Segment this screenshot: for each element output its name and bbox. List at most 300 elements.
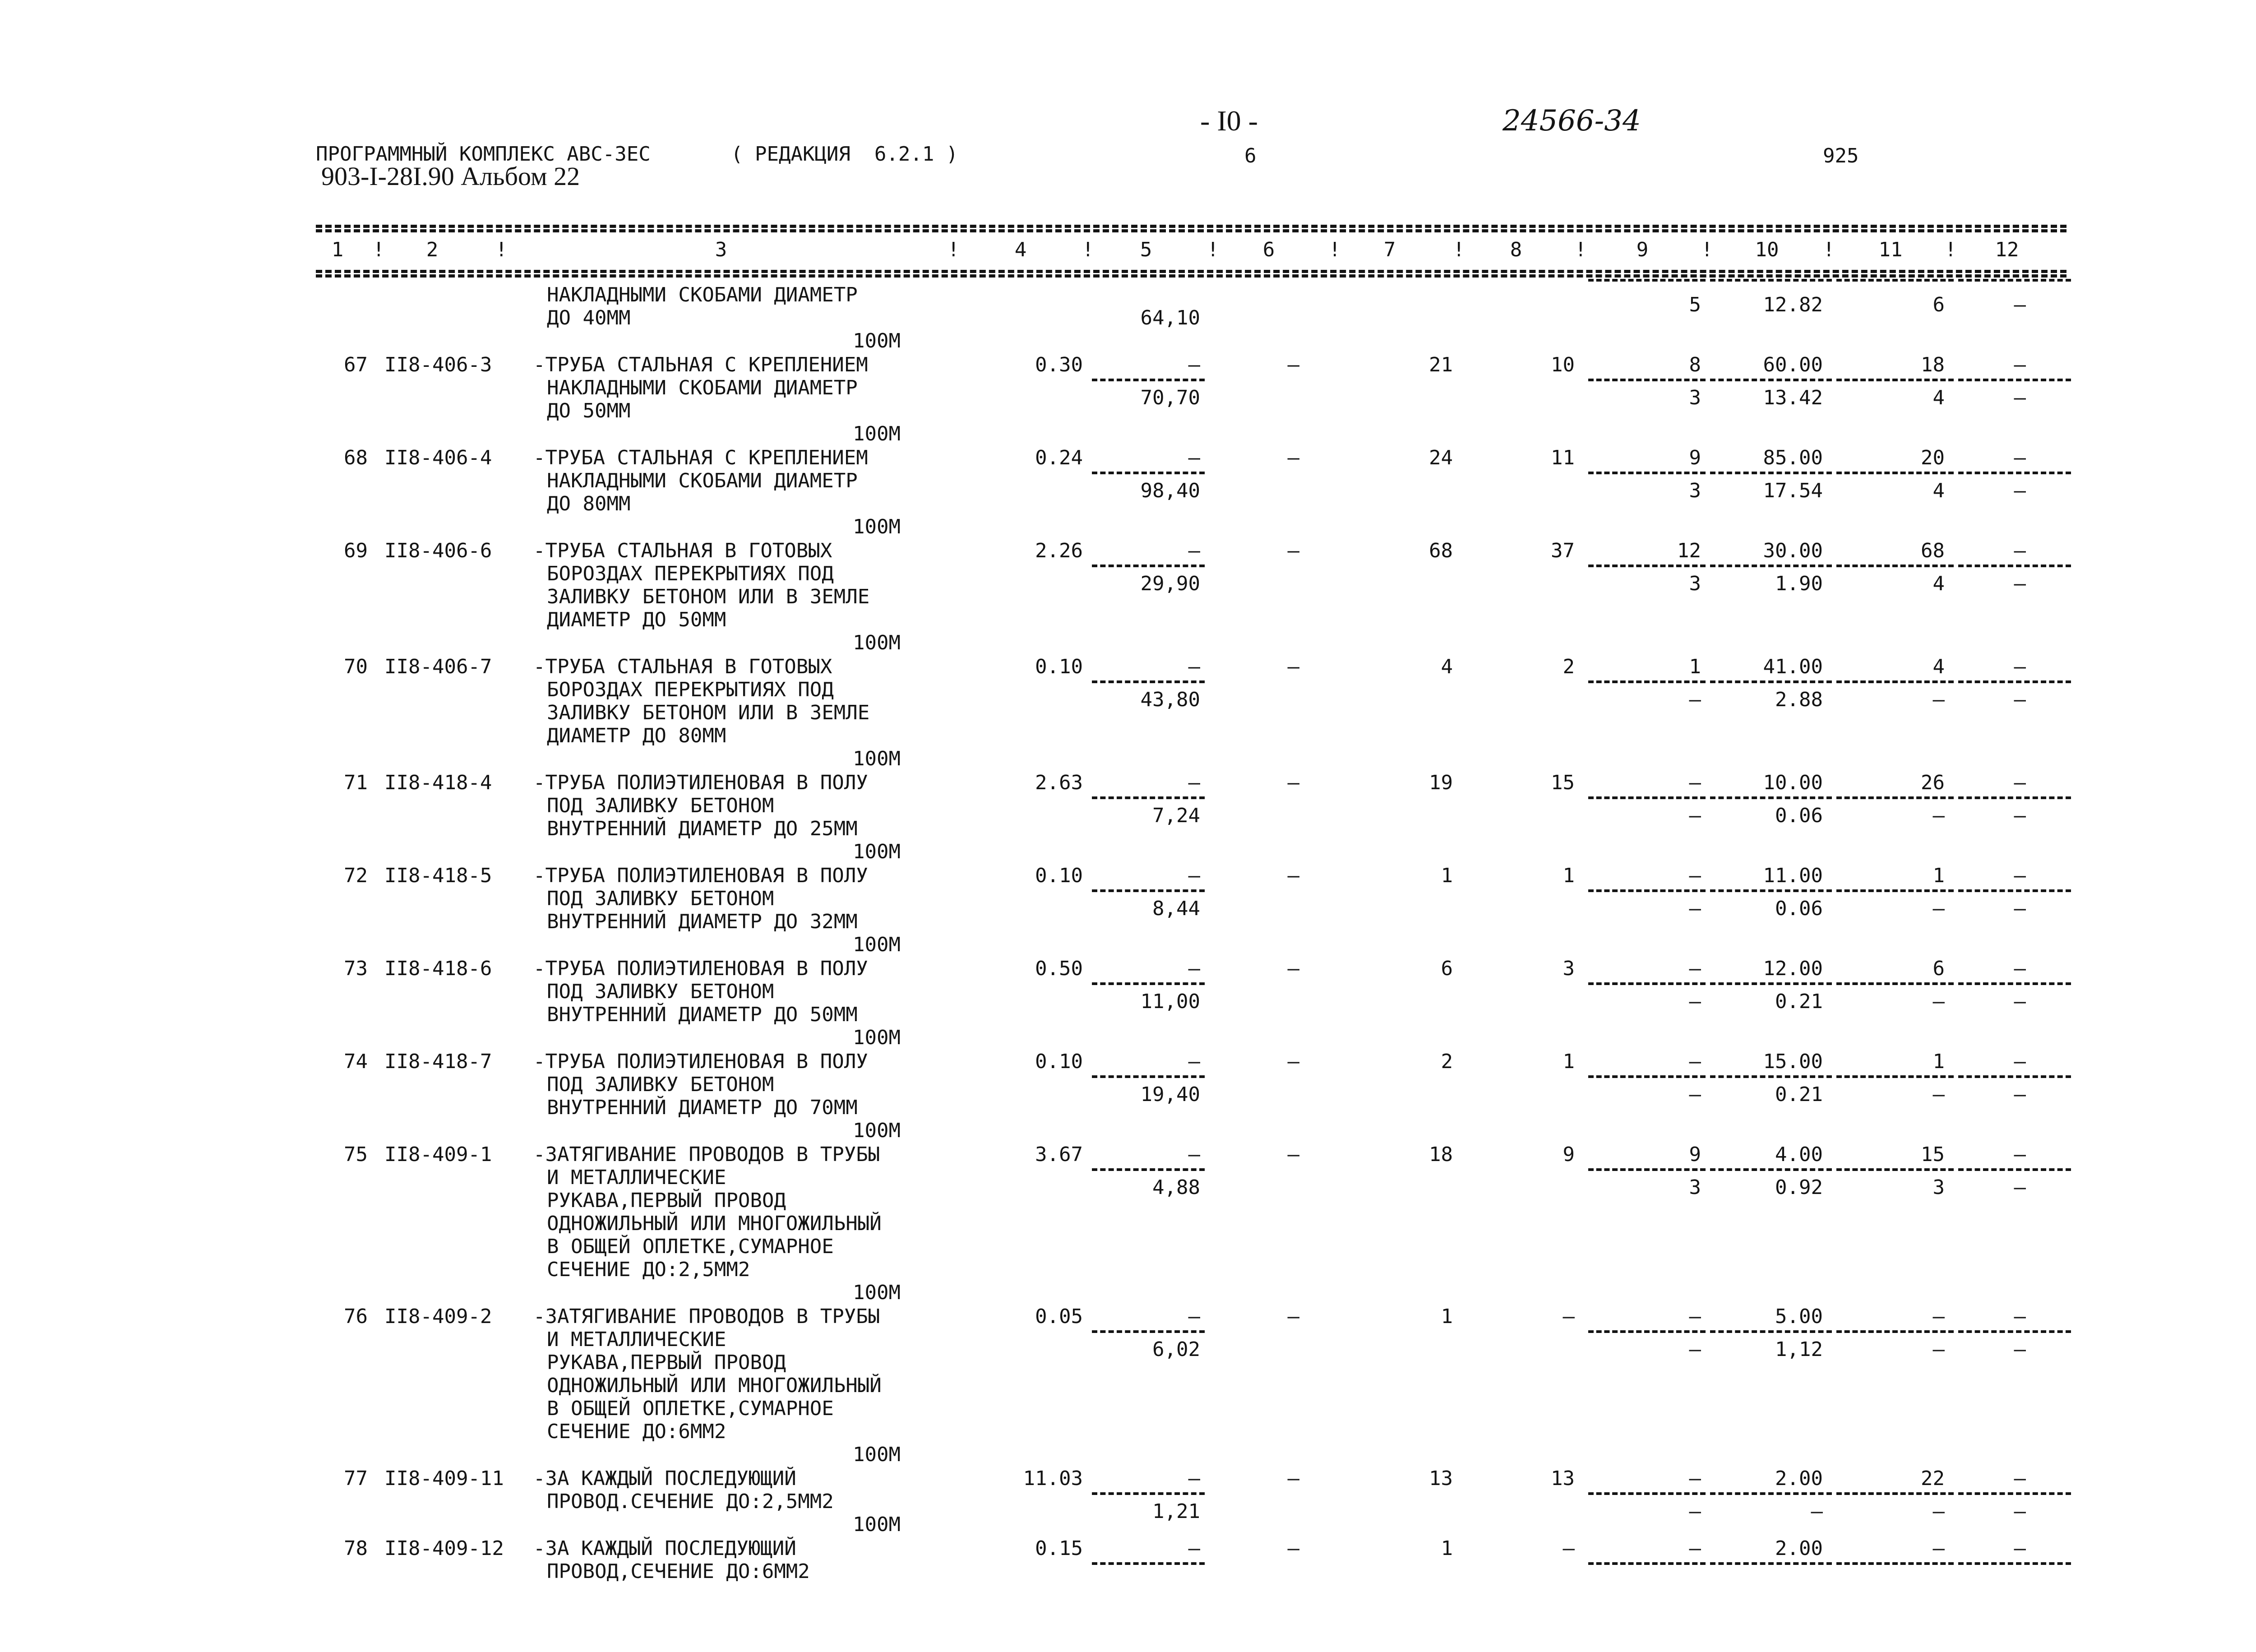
cell-col-8: 11 <box>1551 446 1575 469</box>
col-9-divider <box>1588 565 1706 567</box>
column-header-2: 2 <box>426 238 439 261</box>
cell-col-9: 9 <box>1689 446 1701 469</box>
row-unit: 100М <box>853 747 901 770</box>
row-description-line: ЗАЛИВКУ БЕТОНОМ ИЛИ В ЗЕМЛЕ <box>547 701 870 724</box>
cell-col-7: 1 <box>1441 1537 1453 1560</box>
col-5-divider <box>1092 889 1205 892</box>
row-description-line: ПОД ЗАЛИВКУ БЕТОНОМ <box>547 1073 774 1096</box>
column-header-1: 1 <box>331 238 344 261</box>
col-5-divider <box>1092 1075 1205 1078</box>
cell-col-11-lower: – <box>1932 1338 1945 1361</box>
col-11-divider <box>1836 796 1954 799</box>
cell-col-5-lower: 6,02 <box>1152 1338 1200 1361</box>
row-description-line: ВНУТРЕННИЙ ДИАМЕТР ДО 32ММ <box>547 910 858 933</box>
cell-col-5-lower: 98,40 <box>1140 479 1200 502</box>
cell-col-7: 24 <box>1429 446 1453 469</box>
cell-col-7: 18 <box>1429 1143 1453 1166</box>
row-description-line: -ТРУБА ПОЛИЭТИЛЕНОВАЯ В ПОЛУ <box>533 864 868 887</box>
row-code: II8-406-4 <box>384 446 492 469</box>
cell-col-9-lower: – <box>1689 990 1701 1013</box>
cell-col-10: 5.00 <box>1775 1305 1823 1328</box>
row-description-line: ДИАМЕТР ДО 50ММ <box>547 608 726 631</box>
cell-col-7: 21 <box>1429 353 1453 376</box>
row-description-line: В ОБЩЕЙ ОПЛЕТКЕ,СУМАРНОЕ <box>547 1397 834 1420</box>
row-unit: 100М <box>853 933 901 956</box>
col-9-divider <box>1588 1330 1706 1333</box>
edition-label: ( РЕДАКЦИЯ 6.2.1 ) <box>731 143 958 166</box>
cell-col-10-lower: – <box>1811 1500 1823 1523</box>
cell-col-8: 37 <box>1551 539 1575 562</box>
column-header-4: 4 <box>1014 238 1027 261</box>
row-description-line: ЗАЛИВКУ БЕТОНОМ ИЛИ В ЗЕМЛЕ <box>547 585 870 608</box>
cell-col-11: – <box>1932 1305 1945 1328</box>
cell-col-7: 1 <box>1441 1305 1453 1328</box>
row-description-line: РУКАВА,ПЕРВЫЙ ПРОВОД <box>547 1351 786 1374</box>
row-description-line: -ТРУБА СТАЛЬНАЯ В ГОТОВЫХ <box>533 539 832 562</box>
cell-col-8: 1 <box>1563 1050 1575 1073</box>
row-code: II8-409-11 <box>384 1467 504 1490</box>
row-unit: 100М <box>853 329 901 352</box>
cell-col-11: 18 <box>1921 353 1945 376</box>
cell-col-6: – <box>1287 957 1299 980</box>
cell-col-7: 13 <box>1429 1467 1453 1490</box>
album-label: 903-I-28I.90 Альбом 22 <box>321 162 580 191</box>
cell-col-12-lower: – <box>2014 479 2026 502</box>
cell-col-4: 3.67 <box>1035 1143 1083 1166</box>
cell-col-7: 68 <box>1429 539 1453 562</box>
cell-col-11: 68 <box>1921 539 1945 562</box>
cell-col-11: 22 <box>1921 1467 1945 1490</box>
row-number: 68 <box>344 446 368 469</box>
row-code: II8-406-7 <box>384 655 492 678</box>
col-12-divider <box>1958 680 2071 683</box>
cell-col-4: 0.10 <box>1035 1050 1083 1073</box>
cell-col-9-lower: – <box>1689 804 1701 827</box>
row-description-line: ВНУТРЕННИЙ ДИАМЕТР ДО 70ММ <box>547 1096 858 1119</box>
col-9-divider <box>1588 472 1706 474</box>
col-5-divider <box>1092 1562 1205 1565</box>
row-number: 71 <box>344 771 368 794</box>
col-12-divider <box>1958 1492 2071 1495</box>
row-code: II8-418-6 <box>384 957 492 980</box>
col-10-divider <box>1710 796 1832 799</box>
row-description-line: ПОД ЗАЛИВКУ БЕТОНОМ <box>547 794 774 817</box>
cell-col-9: 1 <box>1689 655 1701 678</box>
col-9-divider <box>1588 982 1706 985</box>
column-separator: ! <box>1823 238 1835 261</box>
cell-col-10-lower: 0.21 <box>1775 1083 1823 1106</box>
col-10-divider <box>1710 379 1832 381</box>
row-description-line: -ЗА КАЖДЫЙ ПОСЛЕДУЮЩИЙ <box>533 1467 796 1490</box>
cell-col-9-lower: 3 <box>1689 1176 1701 1199</box>
cell-col-9: 8 <box>1689 353 1701 376</box>
program-title: ПРОГРАММНЫЙ КОМПЛЕКС АВС-3ЕС <box>316 143 651 166</box>
column-separator: ! <box>1701 238 1713 261</box>
row-description-line: РУКАВА,ПЕРВЫЙ ПРОВОД <box>547 1189 786 1212</box>
cell-col-12: – <box>2014 1537 2026 1560</box>
row-number: 76 <box>344 1305 368 1328</box>
cell-col-10: 85.00 <box>1763 446 1823 469</box>
row-unit: 100М <box>853 631 901 654</box>
col-5-divider <box>1092 680 1205 683</box>
cell-col-5: – <box>1188 1143 1200 1166</box>
cell-col-9: – <box>1689 1537 1701 1560</box>
column-header-7: 7 <box>1383 238 1396 261</box>
row-number: 67 <box>344 353 368 376</box>
cell-col-12: – <box>2014 539 2026 562</box>
col-9-divider <box>1588 279 1706 282</box>
row-description-line: НАКЛАДНЫМИ СКОБАМИ ДИАМЕТР <box>547 283 858 306</box>
cell-col-4: 2.26 <box>1035 539 1083 562</box>
col-10-divider <box>1710 1492 1832 1495</box>
row-description-line: -ТРУБА ПОЛИЭТИЛЕНОВАЯ В ПОЛУ <box>533 1050 868 1073</box>
cell-col-9: – <box>1689 957 1701 980</box>
column-header-12: 12 <box>1995 238 2019 261</box>
col-5-divider <box>1092 1168 1205 1171</box>
row-description-line: ДИАМЕТР ДО 80ММ <box>547 724 726 747</box>
col-10-divider <box>1710 1168 1832 1171</box>
row-number: 73 <box>344 957 368 980</box>
cell-col-4: 0.30 <box>1035 353 1083 376</box>
row-description-line: -ТРУБА СТАЛЬНАЯ С КРЕПЛЕНИЕМ <box>533 446 868 469</box>
cell-col-11-lower: 6 <box>1932 293 1945 316</box>
cell-col-7: 4 <box>1441 655 1453 678</box>
cell-col-7: 1 <box>1441 864 1453 887</box>
cell-col-5: – <box>1188 655 1200 678</box>
row-number: 69 <box>344 539 368 562</box>
cell-col-12-lower: – <box>2014 1176 2026 1199</box>
col-10-divider <box>1710 1330 1832 1333</box>
cell-col-5-lower: 29,90 <box>1140 572 1200 595</box>
cell-col-12-lower: – <box>2014 688 2026 711</box>
cell-col-10: 60.00 <box>1763 353 1823 376</box>
cell-col-5: – <box>1188 1050 1200 1073</box>
cell-col-6: – <box>1287 655 1299 678</box>
row-description-line: -ТРУБА ПОЛИЭТИЛЕНОВАЯ В ПОЛУ <box>533 957 868 980</box>
row-description-line: -ЗАТЯГИВАНИЕ ПРОВОДОВ В ТРУБЫ <box>533 1305 880 1328</box>
row-description-line: ПОД ЗАЛИВКУ БЕТОНОМ <box>547 887 774 910</box>
cell-col-4: 0.15 <box>1035 1537 1083 1560</box>
row-description-line: ДО 50ММ <box>547 399 631 422</box>
cell-col-4: 2.63 <box>1035 771 1083 794</box>
col-10-divider <box>1710 982 1832 985</box>
cell-col-8: – <box>1563 1305 1575 1328</box>
column-separator: ! <box>373 238 385 261</box>
cell-col-5: – <box>1188 771 1200 794</box>
col-9-divider <box>1588 1168 1706 1171</box>
cell-col-12: – <box>2014 1467 2026 1490</box>
cell-col-9-lower: – <box>1689 1500 1701 1523</box>
cell-col-11-lower: – <box>1932 1500 1945 1523</box>
cell-col-4: 11.03 <box>1023 1467 1083 1490</box>
cell-col-5: – <box>1188 864 1200 887</box>
col-12-divider <box>1958 796 2071 799</box>
cell-col-5: – <box>1188 1467 1200 1490</box>
cell-col-5-lower: 1,21 <box>1152 1500 1200 1523</box>
row-code: II8-418-4 <box>384 771 492 794</box>
row-description-line: -ТРУБА ПОЛИЭТИЛЕНОВАЯ В ПОЛУ <box>533 771 868 794</box>
col-11-divider <box>1836 1075 1954 1078</box>
col-5-divider <box>1092 472 1205 474</box>
cell-col-5: – <box>1188 957 1200 980</box>
cell-col-5: – <box>1188 446 1200 469</box>
col-5-divider <box>1092 982 1205 985</box>
cell-col-6: – <box>1287 1305 1299 1328</box>
cell-col-9: 9 <box>1689 1143 1701 1166</box>
col-12-divider <box>1958 1075 2071 1078</box>
cell-col-9-lower: 3 <box>1689 386 1701 409</box>
column-header-3: 3 <box>715 238 727 261</box>
cell-col-10-lower: 0.21 <box>1775 990 1823 1013</box>
column-header-8: 8 <box>1510 238 1522 261</box>
col-11-divider <box>1836 472 1954 474</box>
cell-col-11-lower: 4 <box>1932 386 1945 409</box>
cell-col-9-lower: 5 <box>1689 293 1701 316</box>
column-separator: ! <box>1575 238 1587 261</box>
cell-col-9: – <box>1689 864 1701 887</box>
col-12-divider <box>1958 1168 2071 1171</box>
column-header-5: 5 <box>1140 238 1152 261</box>
row-description-line: БОРОЗДАХ ПЕРЕКРЫТИЯХ ПОД <box>547 562 834 585</box>
col-9-divider <box>1588 1492 1706 1495</box>
cell-col-12: – <box>2014 1050 2026 1073</box>
row-number: 70 <box>344 655 368 678</box>
col-12-divider <box>1958 1562 2071 1565</box>
row-description-line: НАКЛАДНЫМИ СКОБАМИ ДИАМЕТР <box>547 469 858 492</box>
cell-col-7: 19 <box>1429 771 1453 794</box>
cell-col-11-lower: 4 <box>1932 572 1945 595</box>
header-bottom-rule <box>316 270 2066 273</box>
header-top-rule-2 <box>316 229 2066 232</box>
col-12-divider <box>1958 1330 2071 1333</box>
cell-col-11-lower: 3 <box>1932 1176 1945 1199</box>
row-unit: 100М <box>853 422 901 445</box>
row-description-line: В ОБЩЕЙ ОПЛЕТКЕ,СУМАРНОЕ <box>547 1235 834 1258</box>
row-description-line: И МЕТАЛЛИЧЕСКИЕ <box>547 1166 726 1189</box>
cell-col-11: 6 <box>1932 957 1945 980</box>
column-separator: ! <box>495 238 508 261</box>
col-11-divider <box>1836 565 1954 567</box>
col-11-divider <box>1836 379 1954 381</box>
row-unit: 100М <box>853 1026 901 1049</box>
cell-col-7: 2 <box>1441 1050 1453 1073</box>
cell-col-10-lower: 2.88 <box>1775 688 1823 711</box>
column-separator: ! <box>1329 238 1341 261</box>
row-code: II8-409-1 <box>384 1143 492 1166</box>
row-description-line: ВНУТРЕННИЙ ДИАМЕТР ДО 25ММ <box>547 817 858 840</box>
column-header-11: 11 <box>1878 238 1903 261</box>
col-11-divider <box>1836 680 1954 683</box>
row-description-line: БОРОЗДАХ ПЕРЕКРЫТИЯХ ПОД <box>547 678 834 701</box>
cell-col-4: 0.50 <box>1035 957 1083 980</box>
cell-col-6: – <box>1287 771 1299 794</box>
cell-col-12: – <box>2014 771 2026 794</box>
col-12-divider <box>1958 379 2071 381</box>
row-description-line: ОДНОЖИЛЬНЫЙ ИЛИ МНОГОЖИЛЬНЫЙ <box>547 1212 882 1235</box>
cell-col-12-lower: – <box>2014 572 2026 595</box>
cell-col-5: – <box>1188 353 1200 376</box>
col-10-divider <box>1710 889 1832 892</box>
row-number: 77 <box>344 1467 368 1490</box>
cell-col-8: – <box>1563 1537 1575 1560</box>
cell-col-8: 13 <box>1551 1467 1575 1490</box>
cell-col-5: – <box>1188 539 1200 562</box>
cell-col-10-lower: 13.42 <box>1763 386 1823 409</box>
col-9-divider <box>1588 1562 1706 1565</box>
row-description-line: ВНУТРЕННИЙ ДИАМЕТР ДО 50ММ <box>547 1003 858 1026</box>
row-description-line: ПОД ЗАЛИВКУ БЕТОНОМ <box>547 980 774 1003</box>
col-10-divider <box>1710 472 1832 474</box>
cell-col-11: 26 <box>1921 771 1945 794</box>
cell-col-5: – <box>1188 1537 1200 1560</box>
cell-col-10-lower: 1.90 <box>1775 572 1823 595</box>
col-9-divider <box>1588 379 1706 381</box>
row-unit: 100М <box>853 1119 901 1142</box>
cell-col-11-lower: – <box>1932 1083 1945 1106</box>
row-description-line: НАКЛАДНЫМИ СКОБАМИ ДИАМЕТР <box>547 376 858 399</box>
cell-col-8: 3 <box>1563 957 1575 980</box>
cell-col-10: 12.00 <box>1763 957 1823 980</box>
cell-col-11: 4 <box>1932 655 1945 678</box>
cell-col-6: – <box>1287 1143 1299 1166</box>
row-description-line: ДО 80ММ <box>547 492 631 515</box>
cell-col-9-lower: – <box>1689 1338 1701 1361</box>
row-description-line: -ЗА КАЖДЫЙ ПОСЛЕДУЮЩИЙ <box>533 1537 796 1560</box>
cell-col-4: 0.10 <box>1035 864 1083 887</box>
cell-col-6: – <box>1287 539 1299 562</box>
cell-col-12-lower: – <box>2014 804 2026 827</box>
col-10-divider <box>1710 279 1832 282</box>
header-bottom-rule-2 <box>316 274 2066 278</box>
cell-col-10: 15.00 <box>1763 1050 1823 1073</box>
col-9-divider <box>1588 1075 1706 1078</box>
row-description-line: СЕЧЕНИЕ ДО:2,5ММ2 <box>547 1258 750 1281</box>
cell-col-10-lower: 17.54 <box>1763 479 1823 502</box>
cell-col-5-lower: 70,70 <box>1140 386 1200 409</box>
row-description-line: -ТРУБА СТАЛЬНАЯ С КРЕПЛЕНИЕМ <box>533 353 868 376</box>
col-11-divider <box>1836 1562 1954 1565</box>
cell-col-5-lower: 19,40 <box>1140 1083 1200 1106</box>
cell-col-12-lower: – <box>2014 897 2026 920</box>
row-description-line: СЕЧЕНИЕ ДО:6ММ2 <box>547 1420 726 1443</box>
page-number: - I0 - <box>1200 105 1258 137</box>
column-separator: ! <box>1207 238 1219 261</box>
cell-col-12: – <box>2014 957 2026 980</box>
column-header-9: 9 <box>1636 238 1649 261</box>
row-description-line: ПРОВОД.СЕЧЕНИЕ ДО:2,5ММ2 <box>547 1490 834 1513</box>
cell-col-12-lower: – <box>2014 386 2026 409</box>
col-10-divider <box>1710 680 1832 683</box>
row-unit: 100М <box>853 1513 901 1536</box>
col-12-divider <box>1958 982 2071 985</box>
cell-col-11: 1 <box>1932 1050 1945 1073</box>
col-5-divider <box>1092 379 1205 381</box>
row-code: II8-418-7 <box>384 1050 492 1073</box>
cell-col-12: – <box>2014 353 2026 376</box>
row-code: II8-418-5 <box>384 864 492 887</box>
col-12-divider <box>1958 472 2071 474</box>
row-description-line: ОДНОЖИЛЬНЫЙ ИЛИ МНОГОЖИЛЬНЫЙ <box>547 1374 882 1397</box>
col-11-divider <box>1836 889 1954 892</box>
cell-col-8: 15 <box>1551 771 1575 794</box>
cell-col-8: 10 <box>1551 353 1575 376</box>
row-number: 74 <box>344 1050 368 1073</box>
col-12-divider <box>1958 279 2071 282</box>
cell-col-9: – <box>1689 1305 1701 1328</box>
row-unit: 100М <box>853 1281 901 1304</box>
cell-col-11-lower: – <box>1932 990 1945 1013</box>
cell-col-10-lower: 0.92 <box>1775 1176 1823 1199</box>
row-description-line: ПРОВОД,СЕЧЕНИЕ ДО:6ММ2 <box>547 1560 810 1583</box>
col-5-divider <box>1092 1492 1205 1495</box>
cell-col-6: – <box>1287 1050 1299 1073</box>
header-top-rule <box>316 225 2066 228</box>
row-number: 72 <box>344 864 368 887</box>
cell-col-9: 12 <box>1677 539 1701 562</box>
col-12-divider <box>1958 565 2071 567</box>
sheet-number: 6 <box>1244 144 1257 167</box>
cell-col-11-lower: – <box>1932 897 1945 920</box>
col-5-divider <box>1092 1330 1205 1333</box>
cell-col-8: 1 <box>1563 864 1575 887</box>
col-11-divider <box>1836 1330 1954 1333</box>
cell-col-11: 20 <box>1921 446 1945 469</box>
cell-col-5-lower: 43,80 <box>1140 688 1200 711</box>
column-header-10: 10 <box>1755 238 1779 261</box>
column-separator: ! <box>1945 238 1957 261</box>
cell-col-9-lower: – <box>1689 688 1701 711</box>
cell-col-10: 4.00 <box>1775 1143 1823 1166</box>
cell-col-9: – <box>1689 771 1701 794</box>
row-description-line: И МЕТАЛЛИЧЕСКИЕ <box>547 1328 726 1351</box>
col-12-divider <box>1958 889 2071 892</box>
cell-col-10-lower: 12.82 <box>1763 293 1823 316</box>
cell-col-8: 9 <box>1563 1143 1575 1166</box>
cell-col-7: 6 <box>1441 957 1453 980</box>
col-10-divider <box>1710 1562 1832 1565</box>
column-header-6: 6 <box>1262 238 1275 261</box>
row-unit: 100М <box>853 840 901 863</box>
row-description-line: ДО 40ММ <box>547 306 631 329</box>
cell-col-12: – <box>2014 1143 2026 1166</box>
cell-col-10: 30.00 <box>1763 539 1823 562</box>
col-11-divider <box>1836 982 1954 985</box>
cell-col-12: – <box>2014 864 2026 887</box>
cell-col-10: 41.00 <box>1763 655 1823 678</box>
row-description-line: -ЗАТЯГИВАНИЕ ПРОВОДОВ В ТРУБЫ <box>533 1143 880 1166</box>
row-code: II8-406-3 <box>384 353 492 376</box>
cell-col-6: – <box>1287 353 1299 376</box>
cell-col-9: – <box>1689 1467 1701 1490</box>
cell-col-12-lower: – <box>2014 990 2026 1013</box>
cell-col-6: – <box>1287 864 1299 887</box>
document-code: 24566-34 <box>1502 104 1641 138</box>
col-9-divider <box>1588 889 1706 892</box>
col-9-divider <box>1588 796 1706 799</box>
cell-col-9-lower: – <box>1689 1083 1701 1106</box>
cell-col-9-lower: 3 <box>1689 479 1701 502</box>
cell-col-10: 11.00 <box>1763 864 1823 887</box>
col-5-divider <box>1092 565 1205 567</box>
cell-col-8: 2 <box>1563 655 1575 678</box>
row-code: II8-409-12 <box>384 1537 504 1560</box>
cell-col-4: 0.05 <box>1035 1305 1083 1328</box>
cell-col-12-lower: – <box>2014 1500 2026 1523</box>
cell-col-11-lower: – <box>1932 804 1945 827</box>
cell-col-10: 2.00 <box>1775 1537 1823 1560</box>
col-11-divider <box>1836 279 1954 282</box>
cell-col-12-lower: – <box>2014 1338 2026 1361</box>
